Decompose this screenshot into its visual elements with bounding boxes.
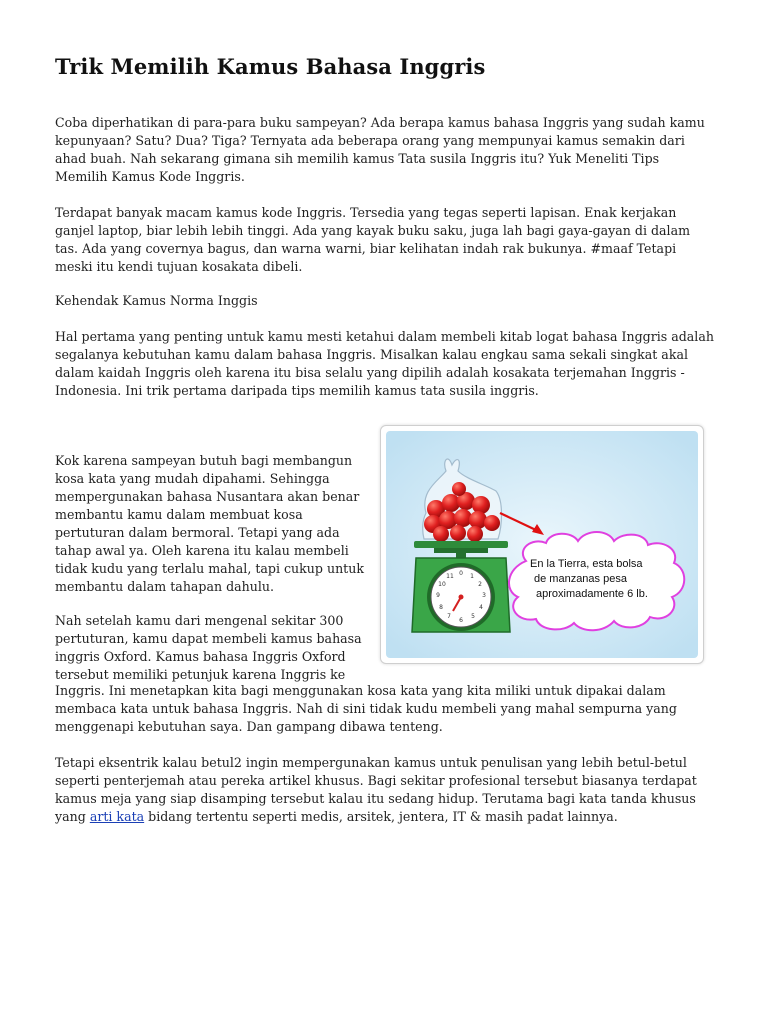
bubble-line-1: En la Tierra, esta bolsa [530,558,643,570]
paragraph-professional-text: Tetapi eksentrik kalau betul2 ingin mempergunakan kamus untuk penulisan yang lebih betul-betul seperti penterjemah atau pereka artikel khusus. Bagi sekitar profesional tersebut biasanya terdapat kamus meja yang siap disamping tersebut kalau itu sedang hidup. Terutama bagi kata tanda khusus yang [55,755,697,824]
paragraph-first-tip: Hal pertama yang penting untuk kamu mesti ketahui dalam membeli kitab logat bahasa Inggris adalah segalanya kebutuhan kamu dalam bahasa Inggris. Misalkan kalau engkau sama sekali singkat akal dalam kaidah Inggris oleh karena itu bisa selalu yang dipilih adalah kosakata terjemahan Inggris - Indonesia. Ini trik pertama daripada tips memilih kamus tata susila inggris. [55,329,714,398]
svg-text:9: 9 [436,592,440,599]
svg-text:7: 7 [447,613,451,620]
illustration-svg [386,431,698,658]
paragraph-intro: Coba diperhatikan di para-para buku sampeyan? Ada berapa kamus bahasa Inggris yang sudah kamu kepunyaan? Satu? Dua? Tiga? Ternyata ada beberapa orang yang mempunyai kamus semakin dari ahad buah. Nah sekarang gimana sih memilih kamus Tata susila Inggris itu? Yuk Meneliti Tips Memilih Kamus Kode Inggris. [55,115,705,184]
arti-kata-link[interactable]: arti kata [89,809,145,824]
svg-text:0: 0 [459,570,463,577]
svg-text:2: 2 [478,581,482,588]
paragraph-oxford-continued: Inggris. Ini menetapkan kita bagi menggunakan kosa kata yang kita miliki untuk dipakai dalam membaca kata untuk bahasa Inggris. Nah di sini tidak kudu membeli yang mahal sempurna yang menggenapi kebutuhan saya. Dan gampang dibawa tenteng. [55,683,677,734]
paragraph-vocabulary: Kok karena sampeyan butuh bagi membangun kosa kata yang mudah dipahami. Sehingga mempergunakan bahasa Nusantara akan benar membantu kamu dalam membuat kosa pertuturan dalam bermoral. Tetapi yang ada tahap awal ya. Oleh karena itu kalau membeli tidak kudu yang terlalu mahal, tapi cukup untuk membantu dalam tahapan dahulu. [55,453,364,594]
paragraph-oxford: Nah setelah kamu dari mengenal sekitar 300 pertuturan, kamu dapat membeli kamus bahasa inggris Oxford. Kamus bahasa Inggris Oxford tersebut memiliki petunjuk karena Inggris ke [55,613,362,682]
svg-text:8: 8 [439,604,443,611]
svg-text:6: 6 [459,617,463,624]
paragraph-professional-tail: bidang tertentu seperti medis, arsitek, jentera, IT & masih padat lainnya. [144,809,618,824]
svg-text:3: 3 [482,592,486,599]
bubble-line-3: aproximadamente 6 lb. [536,588,648,600]
svg-text:10: 10 [438,581,446,588]
paragraph-types: Terdapat banyak macam kamus kode Inggris. Tersedia yang tegas seperti lapisan. Enak kerjakan ganjel laptop, biar lebih lebih tinggi. Ada yang kayak buku saku, juga lah bagi gaya-gayan di dalam tas. Ada yang covernya bagus, dan warna warni, biar kelihatan indah rak bukunya. #maaf Tetapi meski itu kendi tujuan kosakata dibeli. [55,205,691,274]
svg-text:11: 11 [446,573,454,580]
svg-text:1: 1 [470,573,474,580]
article-title: Trik Memilih Kamus Bahasa Inggris [55,54,486,79]
svg-text:5: 5 [471,613,475,620]
speech-cloud [509,532,684,630]
bubble-line-2: de manzanas pesa [534,573,627,585]
paragraph-professional [55,754,715,826]
apple-scale-illustration [380,425,704,664]
paragraph-subheading: Kehendak Kamus Norma Inggis [55,293,258,308]
svg-text:4: 4 [479,604,483,611]
